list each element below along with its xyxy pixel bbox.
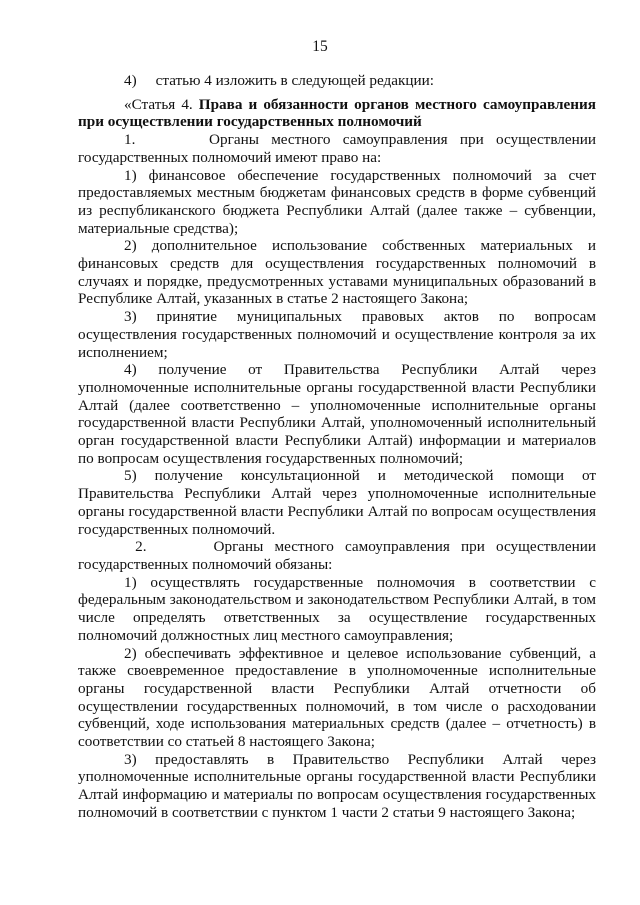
part1-item-5: 5) получение консультационной и методической помощи от Правительства Республики Алтай через уполномоченные исполнительные органы государственной власти Республики Алтай по вопросам осуществления государственных полномочий. — [78, 467, 596, 538]
part1-item-1: 1) финансовое обеспечение государственных полномочий за счет предоставляемых местным бюджетам финансовых средств в форме субвенций из республиканского бюджета Республики Алтай (далее также – субвенции, материальные средства); — [78, 166, 596, 237]
article-title: Права и обязанности органов местного самоуправления при осуществлении государственных полномочий — [78, 95, 596, 131]
part1-lead: 1. Органы местного самоуправления при осуществлении государственных полномочий имеют право на: — [78, 131, 596, 166]
part2-item-1: 1) осуществлять государственные полномочия в соответствии с федеральным законодательством и законодательством Республики Алтай, в том числе определять ответственных за осуществление государственных полномочий должностных лиц местного самоуправления; — [78, 573, 596, 644]
part2-item-3: 3) предоставлять в Правительство Республики Алтай через уполномоченные исполнительные органы государственной власти Республики Алтай информацию и материалы по вопросам осуществления государственных полномочий в соответствии с пунктом 1 части 2 статьи 9 настоящего Закона; — [78, 750, 596, 821]
article-heading — [78, 96, 596, 131]
page-number: 15 — [312, 38, 328, 55]
part1-item-3: 3) принятие муниципальных правовых актов по вопросам осуществления государственных полномочий и осуществление контроля за их исполнением; — [78, 308, 596, 361]
part1-item-2: 2) дополнительное использование собственных материальных и финансовых средств для осуществления государственных полномочий в случаях и порядке, предусмотренных уставами муниципальных образований в Республике Алтай, указанных в статье 2 настоящего Закона; — [78, 237, 596, 308]
article-prefix: «Статья 4. — [124, 95, 199, 113]
amendment-intro: 4) статью 4 изложить в следующей редакции: — [124, 72, 434, 89]
part2-item-2: 2) обеспечивать эффективное и целевое использование субвенций, а также своевременное предоставление в уполномоченные исполнительные органы государственной власти Республики Алтай отчетности об осуществлении государственных полномочий, в том числе о расходовании субвенций, ходе использования материальных средств (далее – отчетность) в соответствии со статьей 8 настоящего Закона; — [78, 644, 596, 751]
part1-item-4: 4) получение от Правительства Республики Алтай через уполномоченные исполнительные органы государственной власти Республики Алтай (далее соответственно – уполномоченные исполнительные органы государственной власти Республики Алтай, уполномоченный исполнительный орган государственной власти Республики Алтай) информации и материалов по вопросам осуществления государственных полномочий; — [78, 361, 596, 467]
document-body — [78, 72, 596, 822]
part2-lead: 2. Органы местного самоуправления при осуществлении государственных полномочий обязаны: — [78, 538, 596, 573]
